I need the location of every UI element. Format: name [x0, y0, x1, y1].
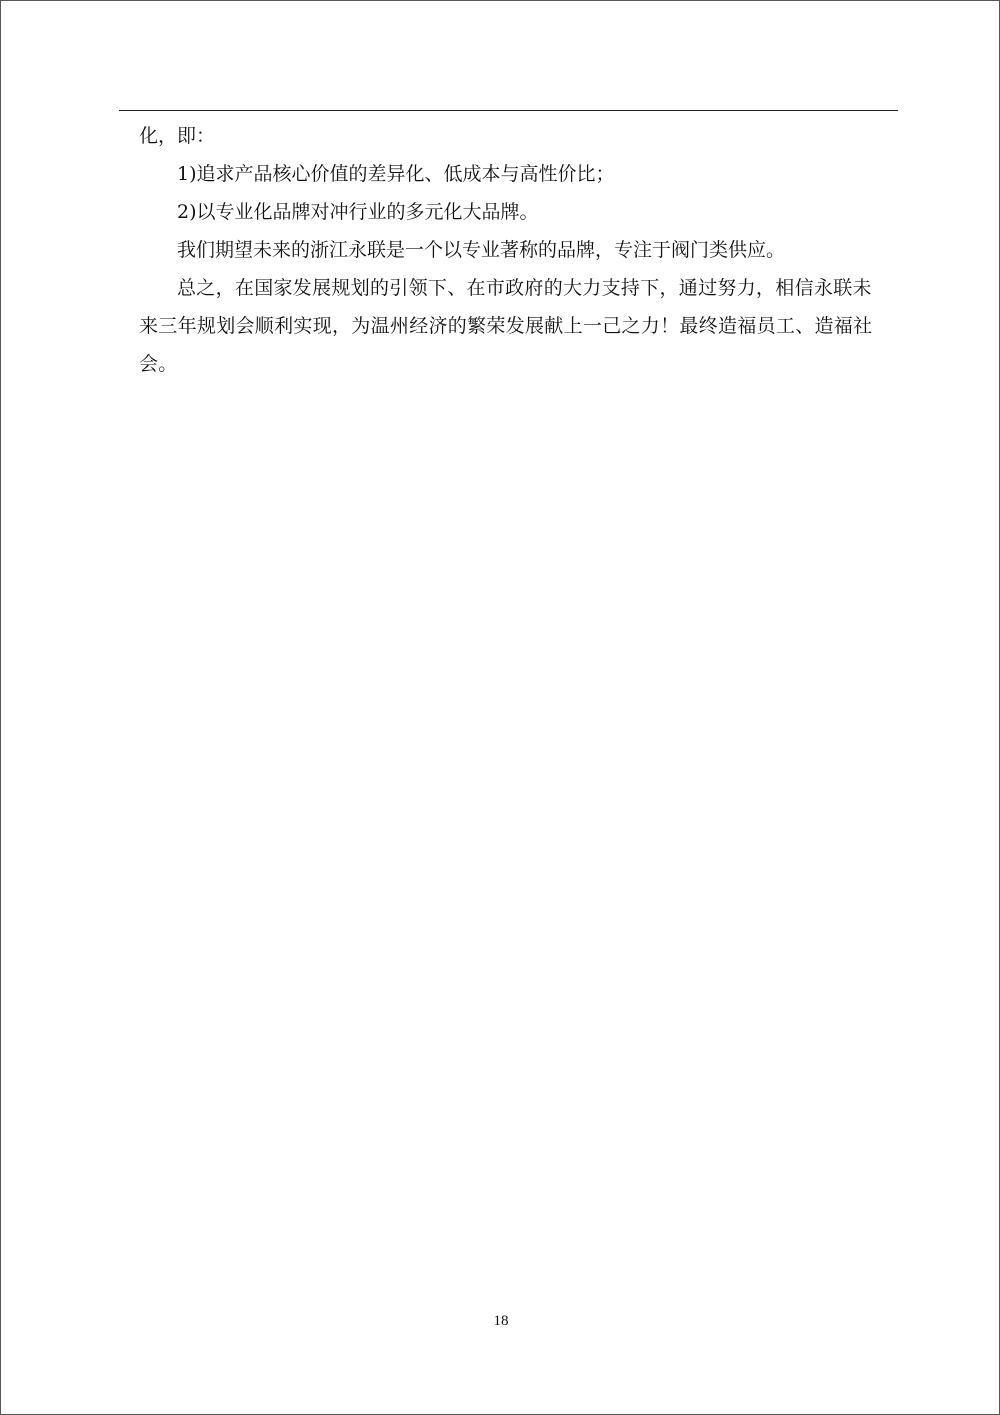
paragraph-item-1: 1)追求产品核心价值的差异化、低成本与高性价比； — [177, 163, 615, 185]
page-number: 18 — [493, 1313, 509, 1329]
paragraph-item-2: 2)以专业化品牌对冲行业的多元化大品牌。 — [177, 201, 539, 223]
header-rule — [119, 110, 898, 111]
paragraph-continuation: 化，即： — [139, 125, 216, 147]
paragraph-conclusion: 总之，在国家发展规划的引领下、在市政府的大力支持下，通过努力，相信永联未来三年规划会顺利实现，为温州经济的繁荣发展献上一己之力！最终造福员工、造福社会。 — [139, 277, 873, 375]
body-text — [139, 117, 884, 383]
paragraph-vision: 我们期望未来的浙江永联是一个以专业著称的品牌，专注于阀门类供应。 — [177, 239, 786, 261]
